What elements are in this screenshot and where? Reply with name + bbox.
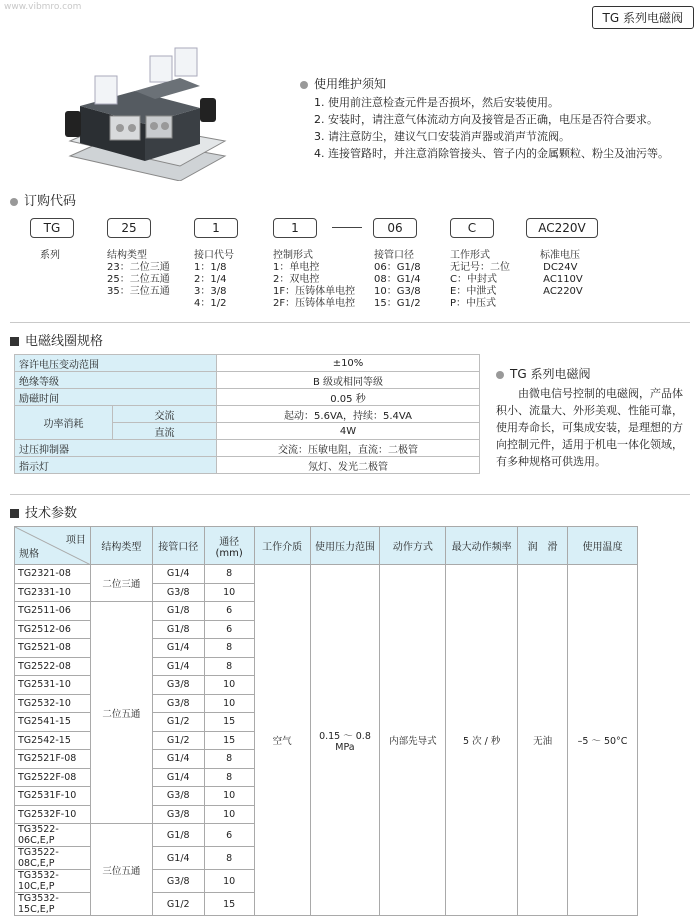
- diameter-cell: 6: [204, 824, 254, 847]
- structure-cell: 二位三通: [90, 565, 152, 602]
- model-cell: TG2521-08: [15, 639, 91, 658]
- model-cell: TG3522-06C,E,P: [15, 824, 91, 847]
- model-cell: TG2512-06: [15, 620, 91, 639]
- usage-notice: [300, 76, 669, 162]
- bullet-icon: [496, 371, 504, 379]
- notice-item: 3. 请注意防尘，建议气口安装消声器或消声节流阀。: [314, 130, 570, 143]
- port-cell: G1/4: [152, 750, 204, 769]
- series-title: TG 系列电磁阀: [592, 6, 694, 29]
- cell: 功率消耗: [15, 406, 113, 440]
- bullet-icon: [10, 198, 18, 206]
- model-cell: TG2541-15: [15, 713, 91, 732]
- cell: 励磁时间: [15, 389, 217, 406]
- port-cell: G1/4: [152, 847, 204, 870]
- model-cell: TG2522F-08: [15, 768, 91, 787]
- table-row: [15, 565, 638, 584]
- diameter-cell: 10: [204, 583, 254, 602]
- diameter-cell: 15: [204, 713, 254, 732]
- column-header: 最大动作频率: [446, 527, 518, 565]
- model-cell: TG3522-08C,E,P: [15, 847, 91, 870]
- notice-item: 4. 连接管路时，并注意消除管接头、管子内的金属颗粒、粉尘及油污等。: [314, 147, 669, 160]
- cell: 交流: [113, 406, 217, 423]
- code-series: TG: [30, 218, 74, 238]
- model-cell: TG2522-08: [15, 657, 91, 676]
- model-cell: TG2521F-08: [15, 750, 91, 769]
- port-cell: G3/8: [152, 805, 204, 824]
- port-cell: G3/8: [152, 583, 204, 602]
- cell: 4W: [217, 423, 480, 440]
- table-header-row: [15, 527, 638, 565]
- watermark: www.vibmro.com: [4, 2, 82, 12]
- corner-top-label: 项目: [65, 535, 86, 546]
- cell: 起动：5.6VA，持续：5.4VA: [217, 406, 480, 423]
- cell: 氖灯、发光二极管: [217, 457, 480, 474]
- cell: 交流：压敏电阻，直流：二极管: [217, 440, 480, 457]
- square-bullet-icon: [10, 509, 19, 518]
- diameter-cell: 10: [204, 805, 254, 824]
- column-header: 使用温度: [568, 527, 638, 565]
- port-cell: G1/4: [152, 639, 204, 658]
- model-cell: TG2542-15: [15, 731, 91, 750]
- frequency-cell: 5 次 / 秒: [446, 565, 518, 916]
- pressure-cell: 0.15 ～ 0.8 MPa: [310, 565, 380, 916]
- label-pipe: 接管口径 06：G1/8 08：G1/4 10：G3/8 15：G1/2: [374, 250, 421, 309]
- table-row: [15, 355, 480, 372]
- tech-heading: 技术参数: [10, 502, 77, 521]
- square-bullet-icon: [10, 337, 19, 346]
- model-cell: TG2531F-10: [15, 787, 91, 806]
- corner-header: [15, 527, 91, 565]
- table-row: [15, 372, 480, 389]
- label-mode: 工作形式 无记号：二位 C：中封式 E：中泄式 P：中压式: [450, 250, 510, 309]
- model-cell: TG3532-10C,E,P: [15, 870, 91, 893]
- model-cell: TG3532-15C,E,P: [15, 893, 91, 916]
- model-cell: TG2531-10: [15, 676, 91, 695]
- separator: [10, 494, 690, 495]
- diameter-cell: 10: [204, 787, 254, 806]
- port-cell: G3/8: [152, 787, 204, 806]
- cell: 过压抑制器: [15, 440, 217, 457]
- diameter-cell: 10: [204, 694, 254, 713]
- description-heading: TG 系列电磁阀: [496, 366, 691, 383]
- coil-spec-table: [14, 354, 480, 474]
- column-header: 通径 (mm): [204, 527, 254, 565]
- medium-cell: 空气: [254, 565, 310, 916]
- cell: 直流: [113, 423, 217, 440]
- port-cell: G1/2: [152, 893, 204, 916]
- order-heading: 订购代码: [10, 190, 76, 209]
- diameter-cell: 8: [204, 768, 254, 787]
- notice-item: 2. 安装时，请注意气体流动方向及接管是否正确，电压是否符合要求。: [314, 113, 658, 126]
- diameter-cell: 6: [204, 602, 254, 621]
- code-control: 1: [273, 218, 317, 238]
- port-cell: G1/8: [152, 824, 204, 847]
- port-cell: G1/2: [152, 731, 204, 750]
- structure-cell: 二位五通: [90, 602, 152, 824]
- diameter-cell: 15: [204, 893, 254, 916]
- column-header: 使用压力范围: [310, 527, 380, 565]
- diameter-cell: 8: [204, 639, 254, 658]
- label-port: 接口代号 1：1/8 2：1/4 3：3/8 4：1/2: [194, 250, 234, 309]
- description-text: 由微电信号控制的电磁阀，产品体积小、流量大、外形美观、性能可靠，使用寿命长，可集成安装，是理想的方向控制元件，适用于机电一体化领域，有多种规格可供选用。: [496, 387, 683, 468]
- label-structure: 结构类型 23：二位三通 25：二位五通 35：三位五通: [107, 250, 170, 297]
- diameter-cell: 10: [204, 870, 254, 893]
- separator: [10, 322, 690, 323]
- diameter-cell: 8: [204, 847, 254, 870]
- port-cell: G3/8: [152, 694, 204, 713]
- port-cell: G3/8: [152, 870, 204, 893]
- diameter-cell: 8: [204, 750, 254, 769]
- code-voltage: AC220V: [526, 218, 598, 238]
- temperature-cell: –5 ～ 50°C: [568, 565, 638, 916]
- port-cell: G1/4: [152, 657, 204, 676]
- cell: ±10%: [217, 355, 480, 372]
- port-cell: G1/8: [152, 620, 204, 639]
- code-structure: 25: [107, 218, 151, 238]
- diameter-cell: 10: [204, 676, 254, 695]
- port-cell: G1/4: [152, 768, 204, 787]
- diameter-cell: 8: [204, 565, 254, 584]
- port-cell: G1/8: [152, 602, 204, 621]
- notice-item: 1. 使用前注意检查元件是否损坏，然后安装使用。: [314, 96, 559, 109]
- product-image: [50, 36, 230, 181]
- action-cell: 内部先导式: [380, 565, 446, 916]
- cell: 绝缘等级: [15, 372, 217, 389]
- structure-cell: 三位五通: [90, 824, 152, 916]
- bullet-icon: [300, 81, 308, 89]
- port-cell: G3/8: [152, 676, 204, 695]
- column-header: 润 滑: [518, 527, 568, 565]
- diameter-cell: 15: [204, 731, 254, 750]
- model-cell: TG2321-08: [15, 565, 91, 584]
- table-row: [15, 440, 480, 457]
- cell: 指示灯: [15, 457, 217, 474]
- table-row: [15, 457, 480, 474]
- port-cell: G1/4: [152, 565, 204, 584]
- cell: 0.05 秒: [217, 389, 480, 406]
- column-header: 动作方式: [380, 527, 446, 565]
- tech-table: [14, 526, 638, 916]
- diameter-cell: 8: [204, 657, 254, 676]
- cell: B 级或相同等级: [217, 372, 480, 389]
- model-cell: TG2532-10: [15, 694, 91, 713]
- model-cell: TG2511-06: [15, 602, 91, 621]
- code-pipe: 06: [373, 218, 417, 238]
- model-cell: TG2532F-10: [15, 805, 91, 824]
- column-header: 接管口径: [152, 527, 204, 565]
- table-row: [15, 406, 480, 423]
- port-cell: G1/2: [152, 713, 204, 732]
- code-dash: [332, 227, 362, 228]
- model-cell: TG2331-10: [15, 583, 91, 602]
- table-row: [15, 389, 480, 406]
- label-voltage: 标准电压 DC24V AC110V AC220V: [540, 250, 583, 297]
- diameter-cell: 6: [204, 620, 254, 639]
- code-mode: C: [450, 218, 494, 238]
- lubrication-cell: 无油: [518, 565, 568, 916]
- column-header: 工作介质: [254, 527, 310, 565]
- label-control: 控制形式 1：单电控 2：双电控 1F：压铸体单电控 2F：压铸体单电控: [273, 250, 356, 309]
- label-series: 系列: [40, 250, 60, 261]
- product-description: [496, 366, 691, 470]
- corner-bottom-label: 规格: [19, 549, 39, 560]
- notice-heading: 使用维护须知: [300, 76, 669, 93]
- code-port: 1: [194, 218, 238, 238]
- coil-heading: 电磁线圈规格: [10, 330, 103, 349]
- column-header: 结构类型: [90, 527, 152, 565]
- cell: 容许电压变动范围: [15, 355, 217, 372]
